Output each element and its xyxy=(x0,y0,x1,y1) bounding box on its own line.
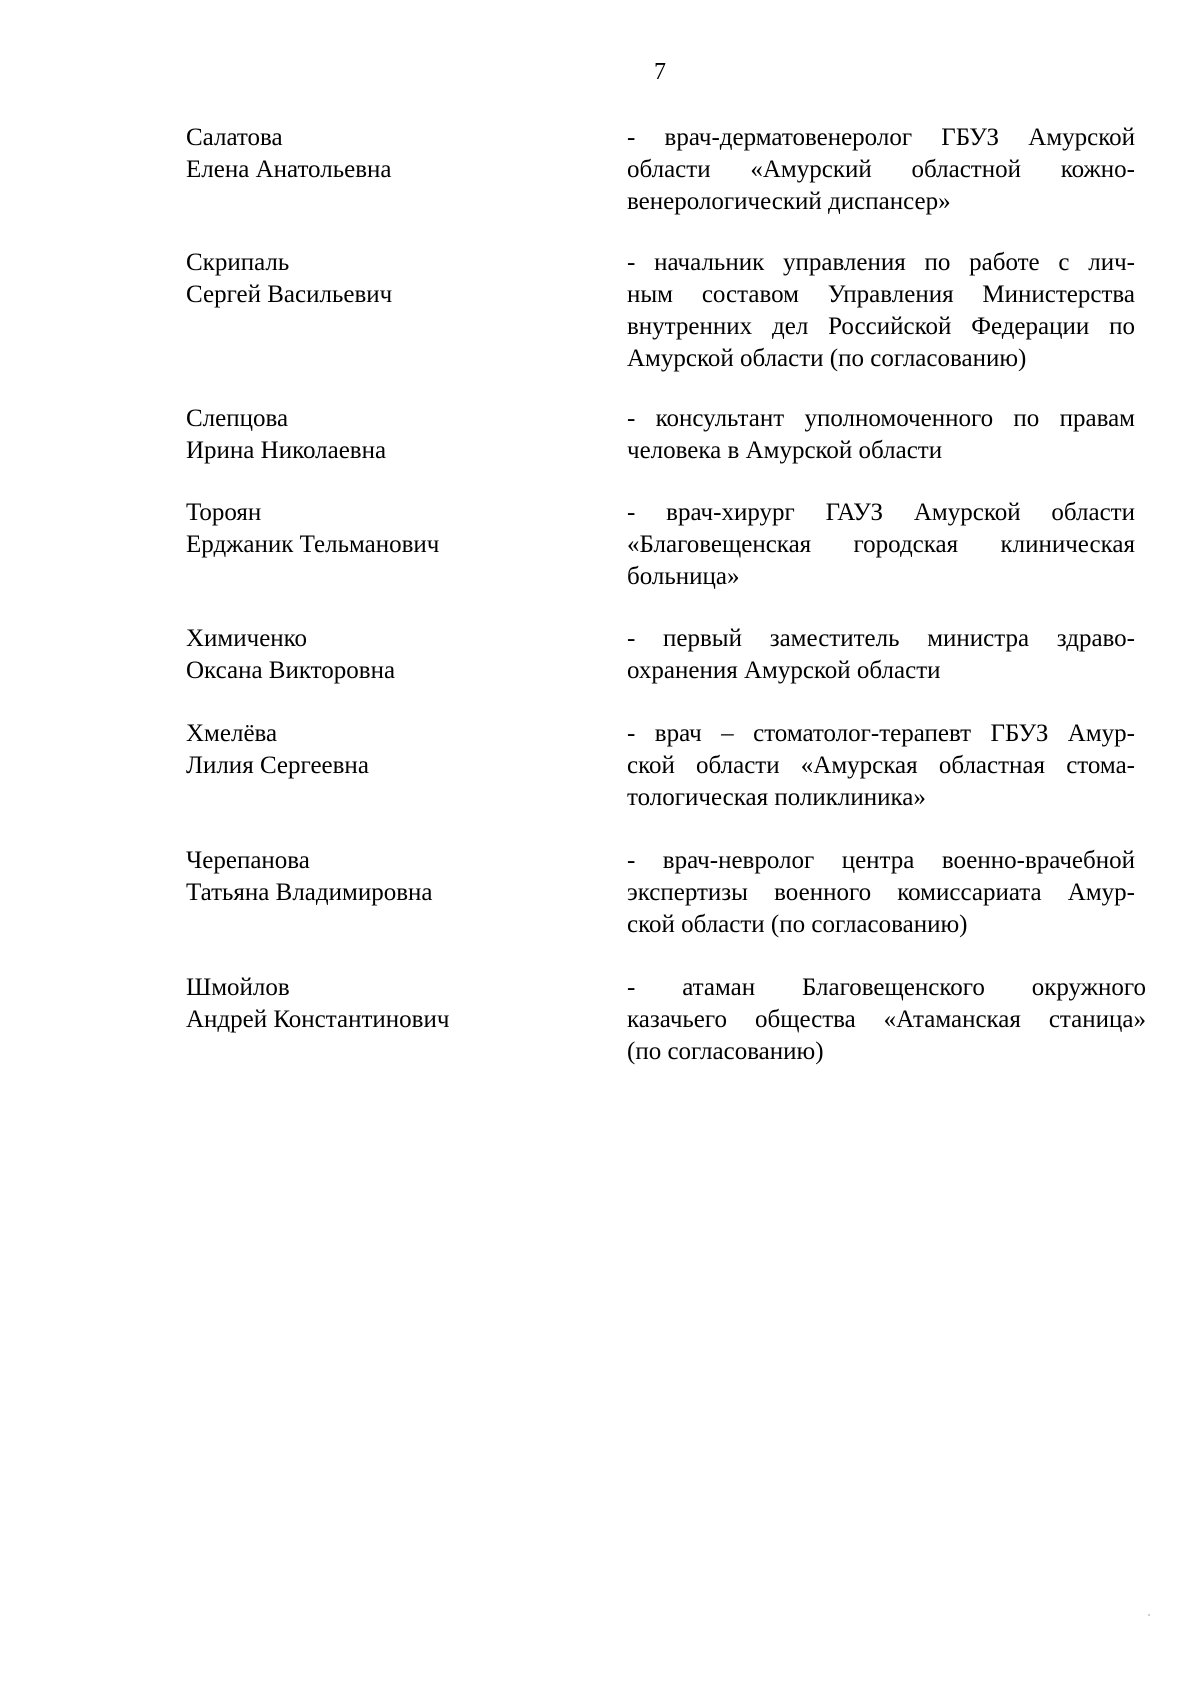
person-name xyxy=(186,845,566,909)
surname: Тороян xyxy=(186,499,262,526)
given-names: Елена Анатольевна xyxy=(186,156,392,183)
surname: Черепанова xyxy=(186,847,310,874)
description-line: Амурской области (по согласованию) xyxy=(627,345,1027,372)
person-name xyxy=(186,247,566,311)
description-line: - врач-хирург ГАУЗ Амурской области xyxy=(627,499,1135,526)
position-description xyxy=(627,247,1135,375)
description-line: ской области (по согласованию) xyxy=(627,911,968,938)
person-name xyxy=(186,718,566,782)
surname: Шмойлов xyxy=(186,974,290,1001)
description-line: тологическая поликлиника» xyxy=(627,784,926,811)
given-names: Ирина Николаевна xyxy=(186,437,387,464)
scan-speck xyxy=(1148,1614,1150,1616)
surname: Хмелёва xyxy=(186,720,278,747)
description-line: больница» xyxy=(627,563,740,590)
surname: Слепцова xyxy=(186,405,289,432)
description-line: (по согласованию) xyxy=(627,1038,824,1065)
page-number: 7 xyxy=(654,59,666,85)
description-line: - первый заместитель министра здраво- xyxy=(627,625,1135,652)
description-line: охранения Амурской области xyxy=(627,657,941,684)
description-line: венерологический диспансер» xyxy=(627,188,951,215)
person-name xyxy=(186,403,566,467)
given-names: Лилия Сергеевна xyxy=(186,752,369,779)
position-description xyxy=(627,845,1135,941)
given-names: Татьяна Владимировна xyxy=(186,879,433,906)
description-line: экспертизы военного комиссариата Амур- xyxy=(627,879,1135,906)
position-description xyxy=(627,122,1135,218)
description-line: - врач-дерматовенеролог ГБУЗ Амурской xyxy=(627,124,1135,151)
given-names: Андрей Константинович xyxy=(186,1006,450,1033)
surname: Скрипаль xyxy=(186,249,290,276)
given-names: Сергей Васильевич xyxy=(186,281,393,308)
surname: Салатова xyxy=(186,124,283,151)
person-name xyxy=(186,972,566,1036)
position-description xyxy=(627,718,1135,814)
description-line: внутренних дел Российской Федерации по xyxy=(627,313,1135,340)
position-description xyxy=(627,497,1135,593)
surname: Химиченко xyxy=(186,625,308,652)
description-line: - консультант уполномоченного по правам xyxy=(627,405,1135,432)
description-line: - начальник управления по работе с лич- xyxy=(627,249,1135,276)
description-line: области «Амурский областной кожно- xyxy=(627,156,1135,183)
description-line: казачьего общества «Атаманская станица» xyxy=(627,1006,1146,1033)
description-line: ным составом Управления Министерства xyxy=(627,281,1135,308)
description-line: ской области «Амурская областная стома- xyxy=(627,752,1135,779)
position-description xyxy=(627,403,1135,467)
description-line: - врач-невролог центра военно-врачебной xyxy=(627,847,1135,874)
description-line: - атаман Благовещенского окружного xyxy=(627,974,1146,1001)
position-description xyxy=(627,623,1135,687)
person-name xyxy=(186,497,566,561)
description-line: - врач – стоматолог-терапевт ГБУЗ Амур- xyxy=(627,720,1135,747)
description-line: человека в Амурской области xyxy=(627,437,943,464)
position-description xyxy=(627,972,1146,1068)
person-name xyxy=(186,122,566,186)
description-line: «Благовещенская городская клиническая xyxy=(627,531,1135,558)
given-names: Оксана Викторовна xyxy=(186,657,396,684)
person-name xyxy=(186,623,566,687)
given-names: Ерджаник Тельманович xyxy=(186,531,440,558)
